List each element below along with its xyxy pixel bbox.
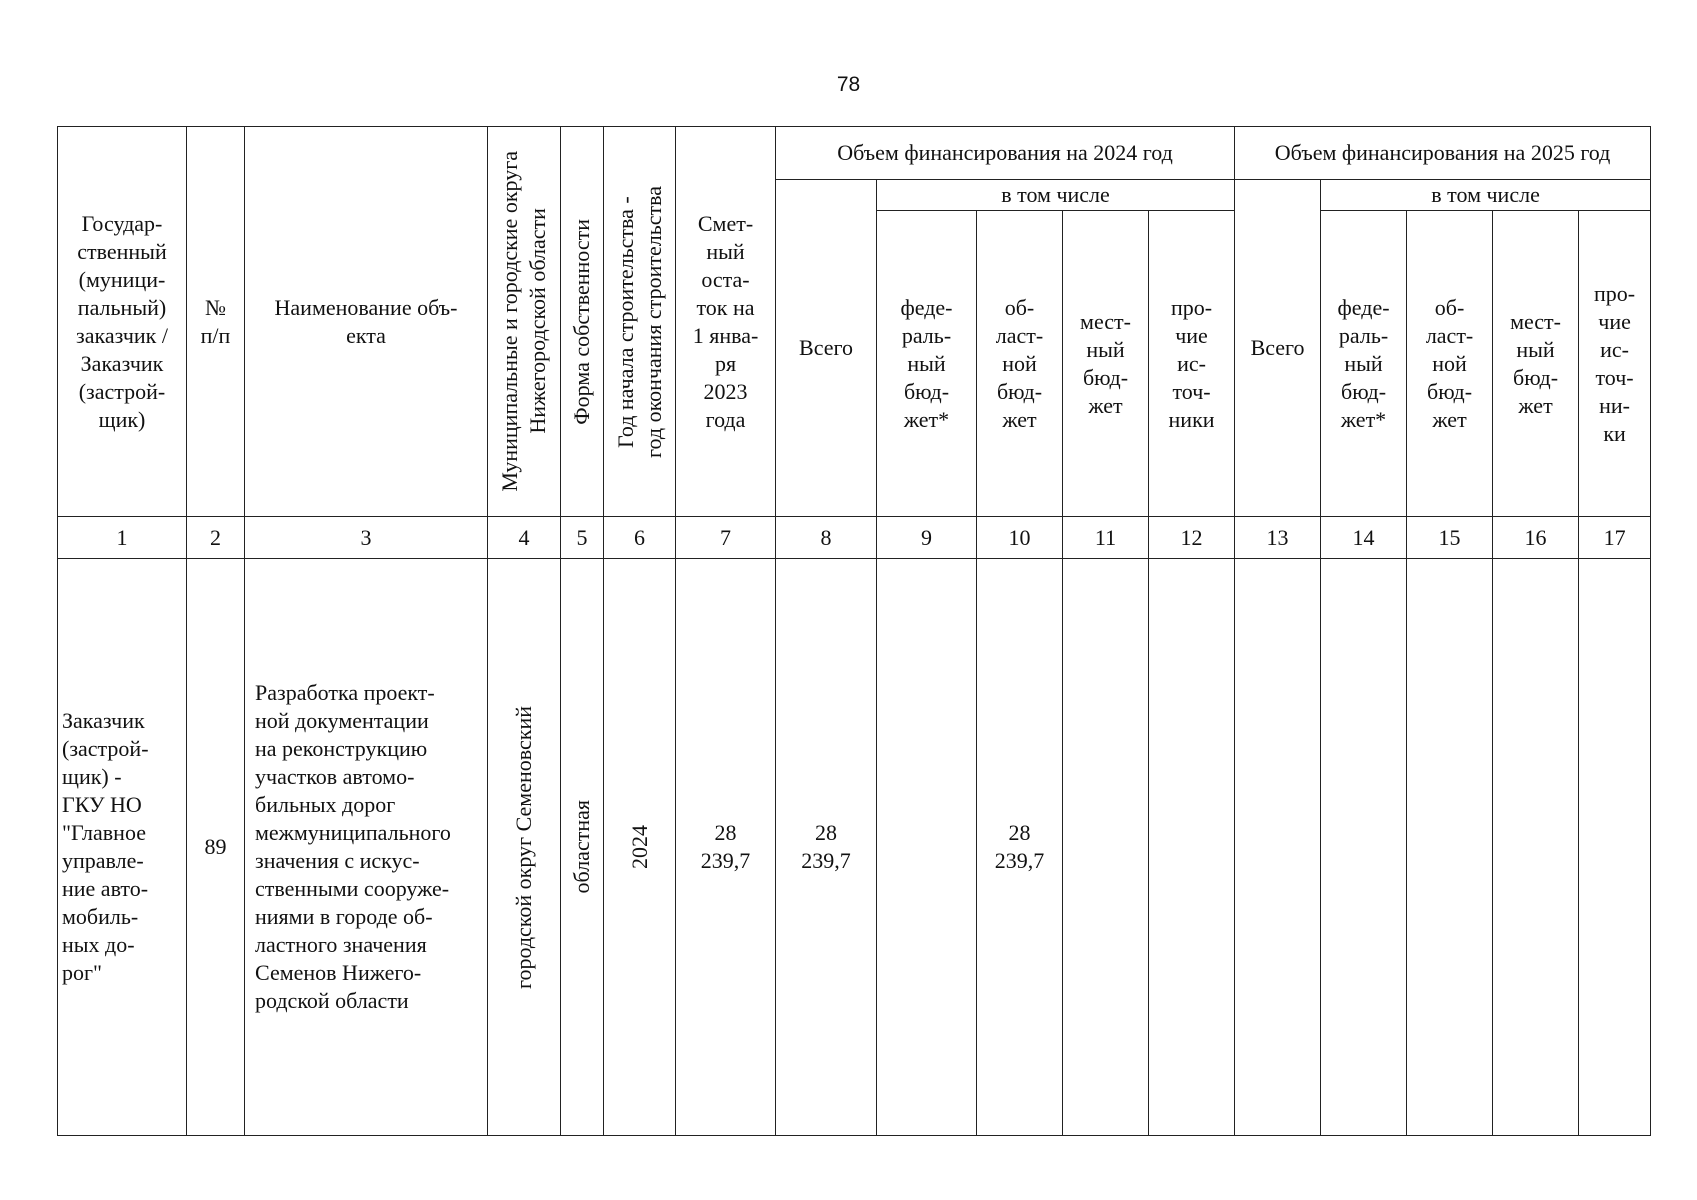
cell-municipality-text: городской округ Семеновский bbox=[511, 705, 536, 989]
header-funding-2025: Объем финансирования на 2025 год bbox=[1235, 127, 1651, 180]
header-estimate: Смет- ный оста- ток на 1 янва- ря 2023 года bbox=[676, 127, 776, 517]
cell-other-2024 bbox=[1149, 559, 1235, 1136]
header-federal-2025: феде- раль- ный бюд- жет* bbox=[1321, 211, 1407, 517]
cell-federal-2025 bbox=[1321, 559, 1407, 1136]
header-municipality bbox=[488, 127, 561, 517]
header-municipality-text: Муниципальные и городские округа Нижегородской области bbox=[497, 151, 550, 492]
capital-works-table bbox=[57, 126, 1651, 1136]
column-number: 14 bbox=[1321, 517, 1407, 559]
header-federal-2024: феде- раль- ный бюд- жет* bbox=[877, 211, 977, 517]
column-number: 8 bbox=[776, 517, 877, 559]
column-number: 4 bbox=[488, 517, 561, 559]
cell-total-2024: 28 239,7 bbox=[776, 559, 877, 1136]
column-number: 1 bbox=[58, 517, 187, 559]
header-local-2024: мест- ный бюд- жет bbox=[1063, 211, 1149, 517]
header-funding-2024: Объем финансирования на 2024 год bbox=[776, 127, 1235, 180]
header-including-2024: в том числе bbox=[877, 180, 1235, 211]
column-number: 7 bbox=[676, 517, 776, 559]
cell-object-name: Разработка проект- ной документации на реконструкцию участков автомо- бильных дорог межмуниципального значения с искус- ственными сооруже- ниями в городе об- ластного значения Семенов Нижего- родской области bbox=[245, 559, 488, 1136]
column-number: 2 bbox=[187, 517, 245, 559]
cell-other-2025 bbox=[1579, 559, 1651, 1136]
page-number: 78 bbox=[836, 73, 861, 96]
column-number: 15 bbox=[1407, 517, 1493, 559]
column-number: 17 bbox=[1579, 517, 1651, 559]
header-ownership-text: Форма собственности bbox=[569, 218, 594, 425]
header-customer: Государ- ственный (муници- пальный) заказчик / Заказчик (застрой- щик) bbox=[58, 127, 187, 517]
cell-municipality bbox=[488, 559, 561, 1136]
header-years bbox=[604, 127, 676, 517]
header-total-2025: Всего bbox=[1235, 180, 1321, 517]
cell-customer: Заказчик (застрой- щик) - ГКУ НО "Главное управле- ние авто- мобиль- ных до- рог" bbox=[58, 559, 187, 1136]
column-number: 16 bbox=[1493, 517, 1579, 559]
cell-years-text: 2024 bbox=[626, 825, 652, 869]
header-ownership bbox=[561, 127, 604, 517]
cell-number: 89 bbox=[187, 559, 245, 1136]
cell-local-2024 bbox=[1063, 559, 1149, 1136]
header-regional-2024: об- ласт- ной бюд- жет bbox=[977, 211, 1063, 517]
header-object-name: Наименование объ- екта bbox=[245, 127, 488, 517]
header-total-2024: Всего bbox=[776, 180, 877, 517]
cell-local-2025 bbox=[1493, 559, 1579, 1136]
cell-ownership bbox=[561, 559, 604, 1136]
column-number: 10 bbox=[977, 517, 1063, 559]
header-other-2025: про- чие ис- точ- ни- ки bbox=[1579, 211, 1651, 517]
cell-regional-2025 bbox=[1407, 559, 1493, 1136]
column-number: 9 bbox=[877, 517, 977, 559]
column-number: 12 bbox=[1149, 517, 1235, 559]
cell-total-2025 bbox=[1235, 559, 1321, 1136]
cell-years bbox=[604, 559, 676, 1136]
header-years-text: Год начала строительства - год окончания строительства bbox=[612, 185, 666, 458]
header-including-2025: в том числе bbox=[1321, 180, 1651, 211]
column-number: 13 bbox=[1235, 517, 1321, 559]
cell-estimate: 28 239,7 bbox=[676, 559, 776, 1136]
cell-ownership-text: областная bbox=[569, 800, 594, 894]
column-number: 3 bbox=[245, 517, 488, 559]
column-number: 11 bbox=[1063, 517, 1149, 559]
header-regional-2025: об- ласт- ной бюд- жет bbox=[1407, 211, 1493, 517]
cell-federal-2024 bbox=[877, 559, 977, 1136]
header-local-2025: мест- ный бюд- жет bbox=[1493, 211, 1579, 517]
cell-regional-2024: 28 239,7 bbox=[977, 559, 1063, 1136]
header-other-2024: про- чие ис- точ- ники bbox=[1149, 211, 1235, 517]
header-number: № п/п bbox=[187, 127, 245, 517]
column-number: 5 bbox=[561, 517, 604, 559]
column-number: 6 bbox=[604, 517, 676, 559]
table-row bbox=[58, 559, 1651, 1136]
